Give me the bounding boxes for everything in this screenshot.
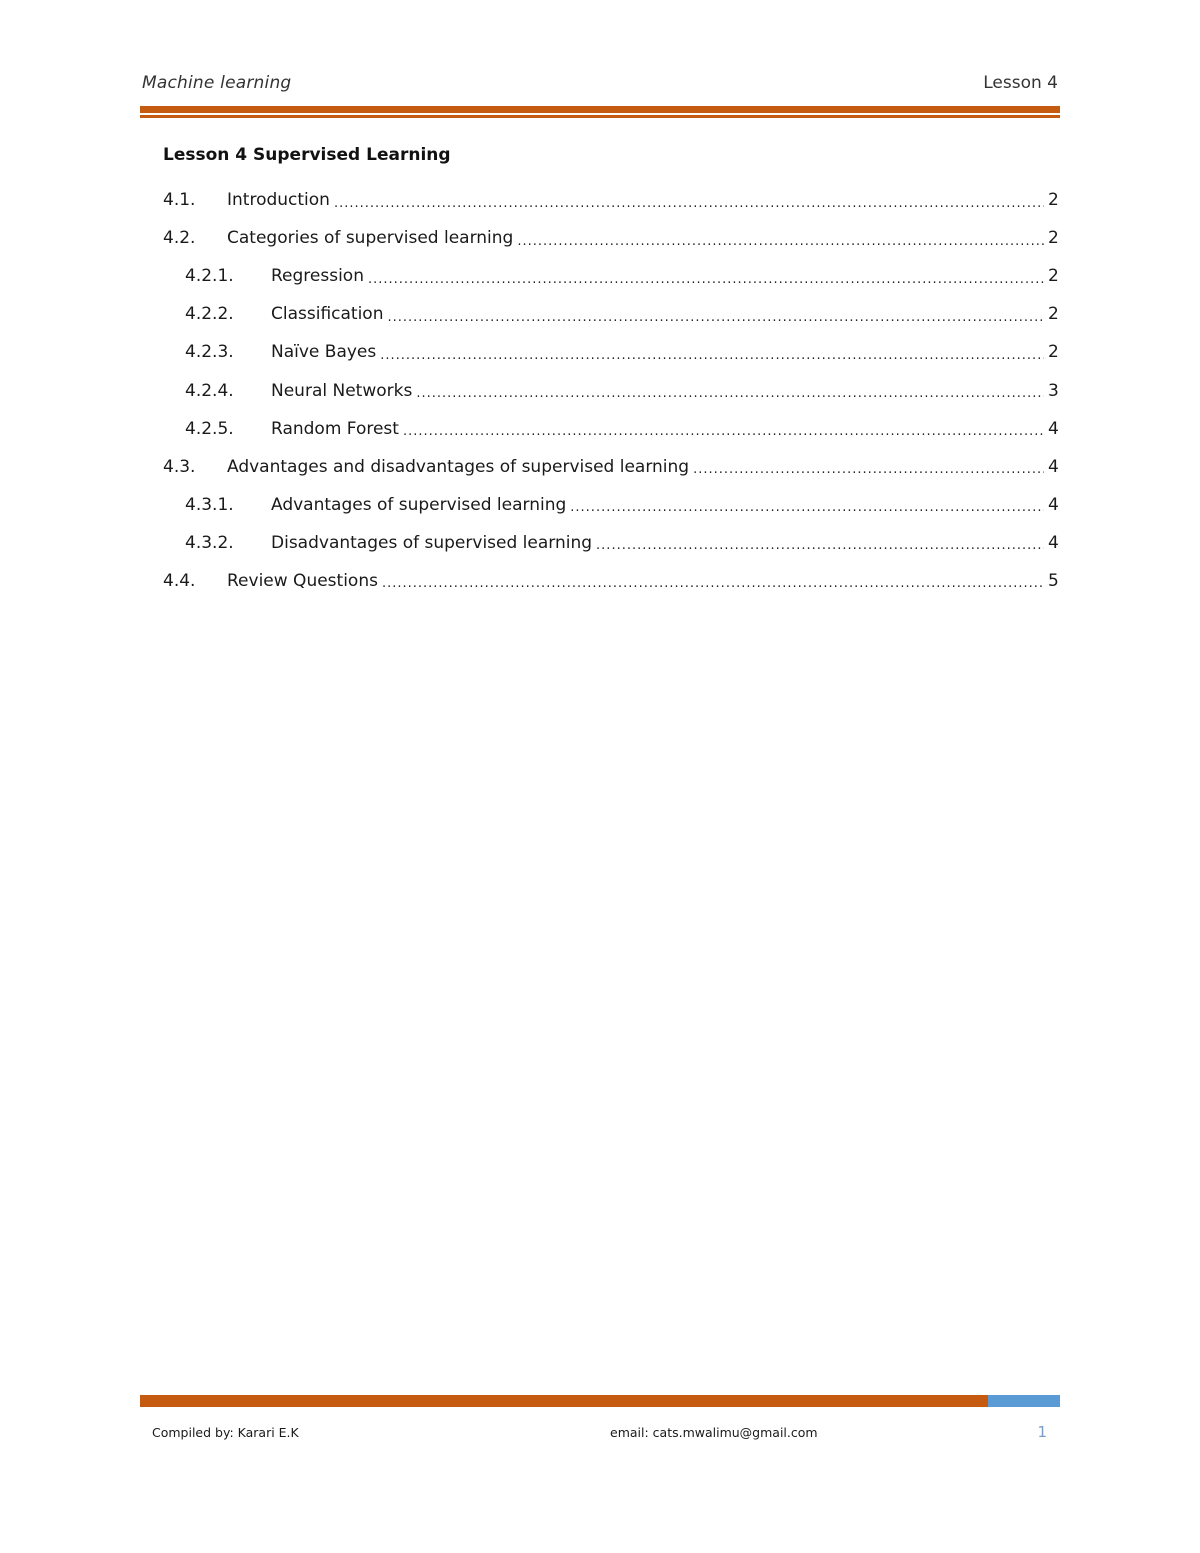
toc-entry-label: Advantages of supervised learning (271, 494, 567, 515)
footer-rule-main (140, 1395, 988, 1407)
toc-entry-number: 4.2. (163, 228, 196, 249)
toc-entry-number: 4.2.5. (185, 418, 234, 439)
footer-rule (140, 1395, 1060, 1407)
toc-dot-leader (382, 575, 1044, 592)
toc-entry-naive-bayes[interactable] (163, 333, 1058, 371)
toc-entry-label: Classification (271, 304, 384, 325)
footer-rule-accent (988, 1395, 1060, 1407)
toc-entry-page: 2 (1048, 342, 1059, 363)
toc-dot-leader (416, 385, 1044, 402)
toc-entry-disadvantages[interactable] (163, 524, 1058, 562)
table-of-contents (163, 181, 1058, 600)
toc-entry-label: Regression (271, 266, 364, 287)
toc-dot-leader (570, 499, 1044, 516)
toc-entry-number: 4.2.1. (185, 266, 234, 287)
toc-entry-page: 2 (1048, 228, 1059, 249)
footer-compiled-by: Compiled by: Karari E.K (152, 1425, 299, 1440)
toc-entry-label: Random Forest (271, 418, 399, 439)
footer-page-number: 1 (1037, 1423, 1047, 1441)
toc-entry-label: Advantages and disadvantages of supervised learning (227, 456, 690, 477)
toc-title: Lesson 4 Supervised Learning (163, 145, 451, 165)
toc-entry-page: 4 (1048, 456, 1059, 477)
toc-entry-number: 4.3.2. (185, 532, 234, 553)
toc-entry-page: 2 (1048, 304, 1059, 325)
toc-entry-label: Naïve Bayes (271, 342, 377, 363)
toc-dot-leader (517, 233, 1044, 250)
toc-entry-number: 4.3. (163, 456, 196, 477)
toc-dot-leader (403, 423, 1044, 440)
toc-entry-review-questions[interactable] (163, 562, 1058, 600)
toc-entry-advantages-disadvantages[interactable] (163, 448, 1058, 486)
footer-email: email: cats.mwalimu@gmail.com (610, 1425, 818, 1440)
toc-entry-introduction[interactable] (163, 181, 1058, 219)
toc-dot-leader (334, 195, 1044, 212)
toc-entry-page: 4 (1048, 532, 1059, 553)
toc-entry-number: 4.2.4. (185, 380, 234, 401)
toc-entry-number: 4.2.2. (185, 304, 234, 325)
toc-dot-leader (380, 347, 1044, 364)
toc-entry-page: 5 (1048, 570, 1059, 591)
toc-entry-number: 4.3.1. (185, 494, 234, 515)
toc-entry-page: 2 (1048, 266, 1059, 287)
toc-dot-leader (368, 271, 1044, 288)
header-rule (140, 106, 1060, 120)
header-document-title: Machine learning (142, 73, 292, 93)
toc-entry-advantages[interactable] (163, 486, 1058, 524)
toc-dot-leader (693, 461, 1044, 478)
toc-entry-label: Categories of supervised learning (227, 228, 514, 249)
toc-entry-number: 4.4. (163, 570, 196, 591)
toc-entry-regression[interactable] (163, 257, 1058, 295)
toc-entry-page: 4 (1048, 418, 1059, 439)
toc-entry-page: 3 (1048, 380, 1059, 401)
toc-entry-neural-networks[interactable] (163, 371, 1058, 409)
toc-entry-classification[interactable] (163, 295, 1058, 333)
toc-entry-page: 2 (1048, 190, 1059, 211)
toc-entry-random-forest[interactable] (163, 410, 1058, 448)
toc-entry-categories[interactable] (163, 219, 1058, 257)
toc-entry-label: Review Questions (227, 570, 378, 591)
toc-dot-leader (596, 537, 1044, 554)
toc-entry-number: 4.1. (163, 190, 196, 211)
toc-entry-label: Neural Networks (271, 380, 413, 401)
toc-entry-label: Introduction (227, 190, 330, 211)
toc-entry-number: 4.2.3. (185, 342, 234, 363)
toc-entry-page: 4 (1048, 494, 1059, 515)
toc-entry-label: Disadvantages of supervised learning (271, 532, 593, 553)
toc-dot-leader (387, 309, 1044, 326)
header-lesson-label: Lesson 4 (983, 73, 1058, 93)
